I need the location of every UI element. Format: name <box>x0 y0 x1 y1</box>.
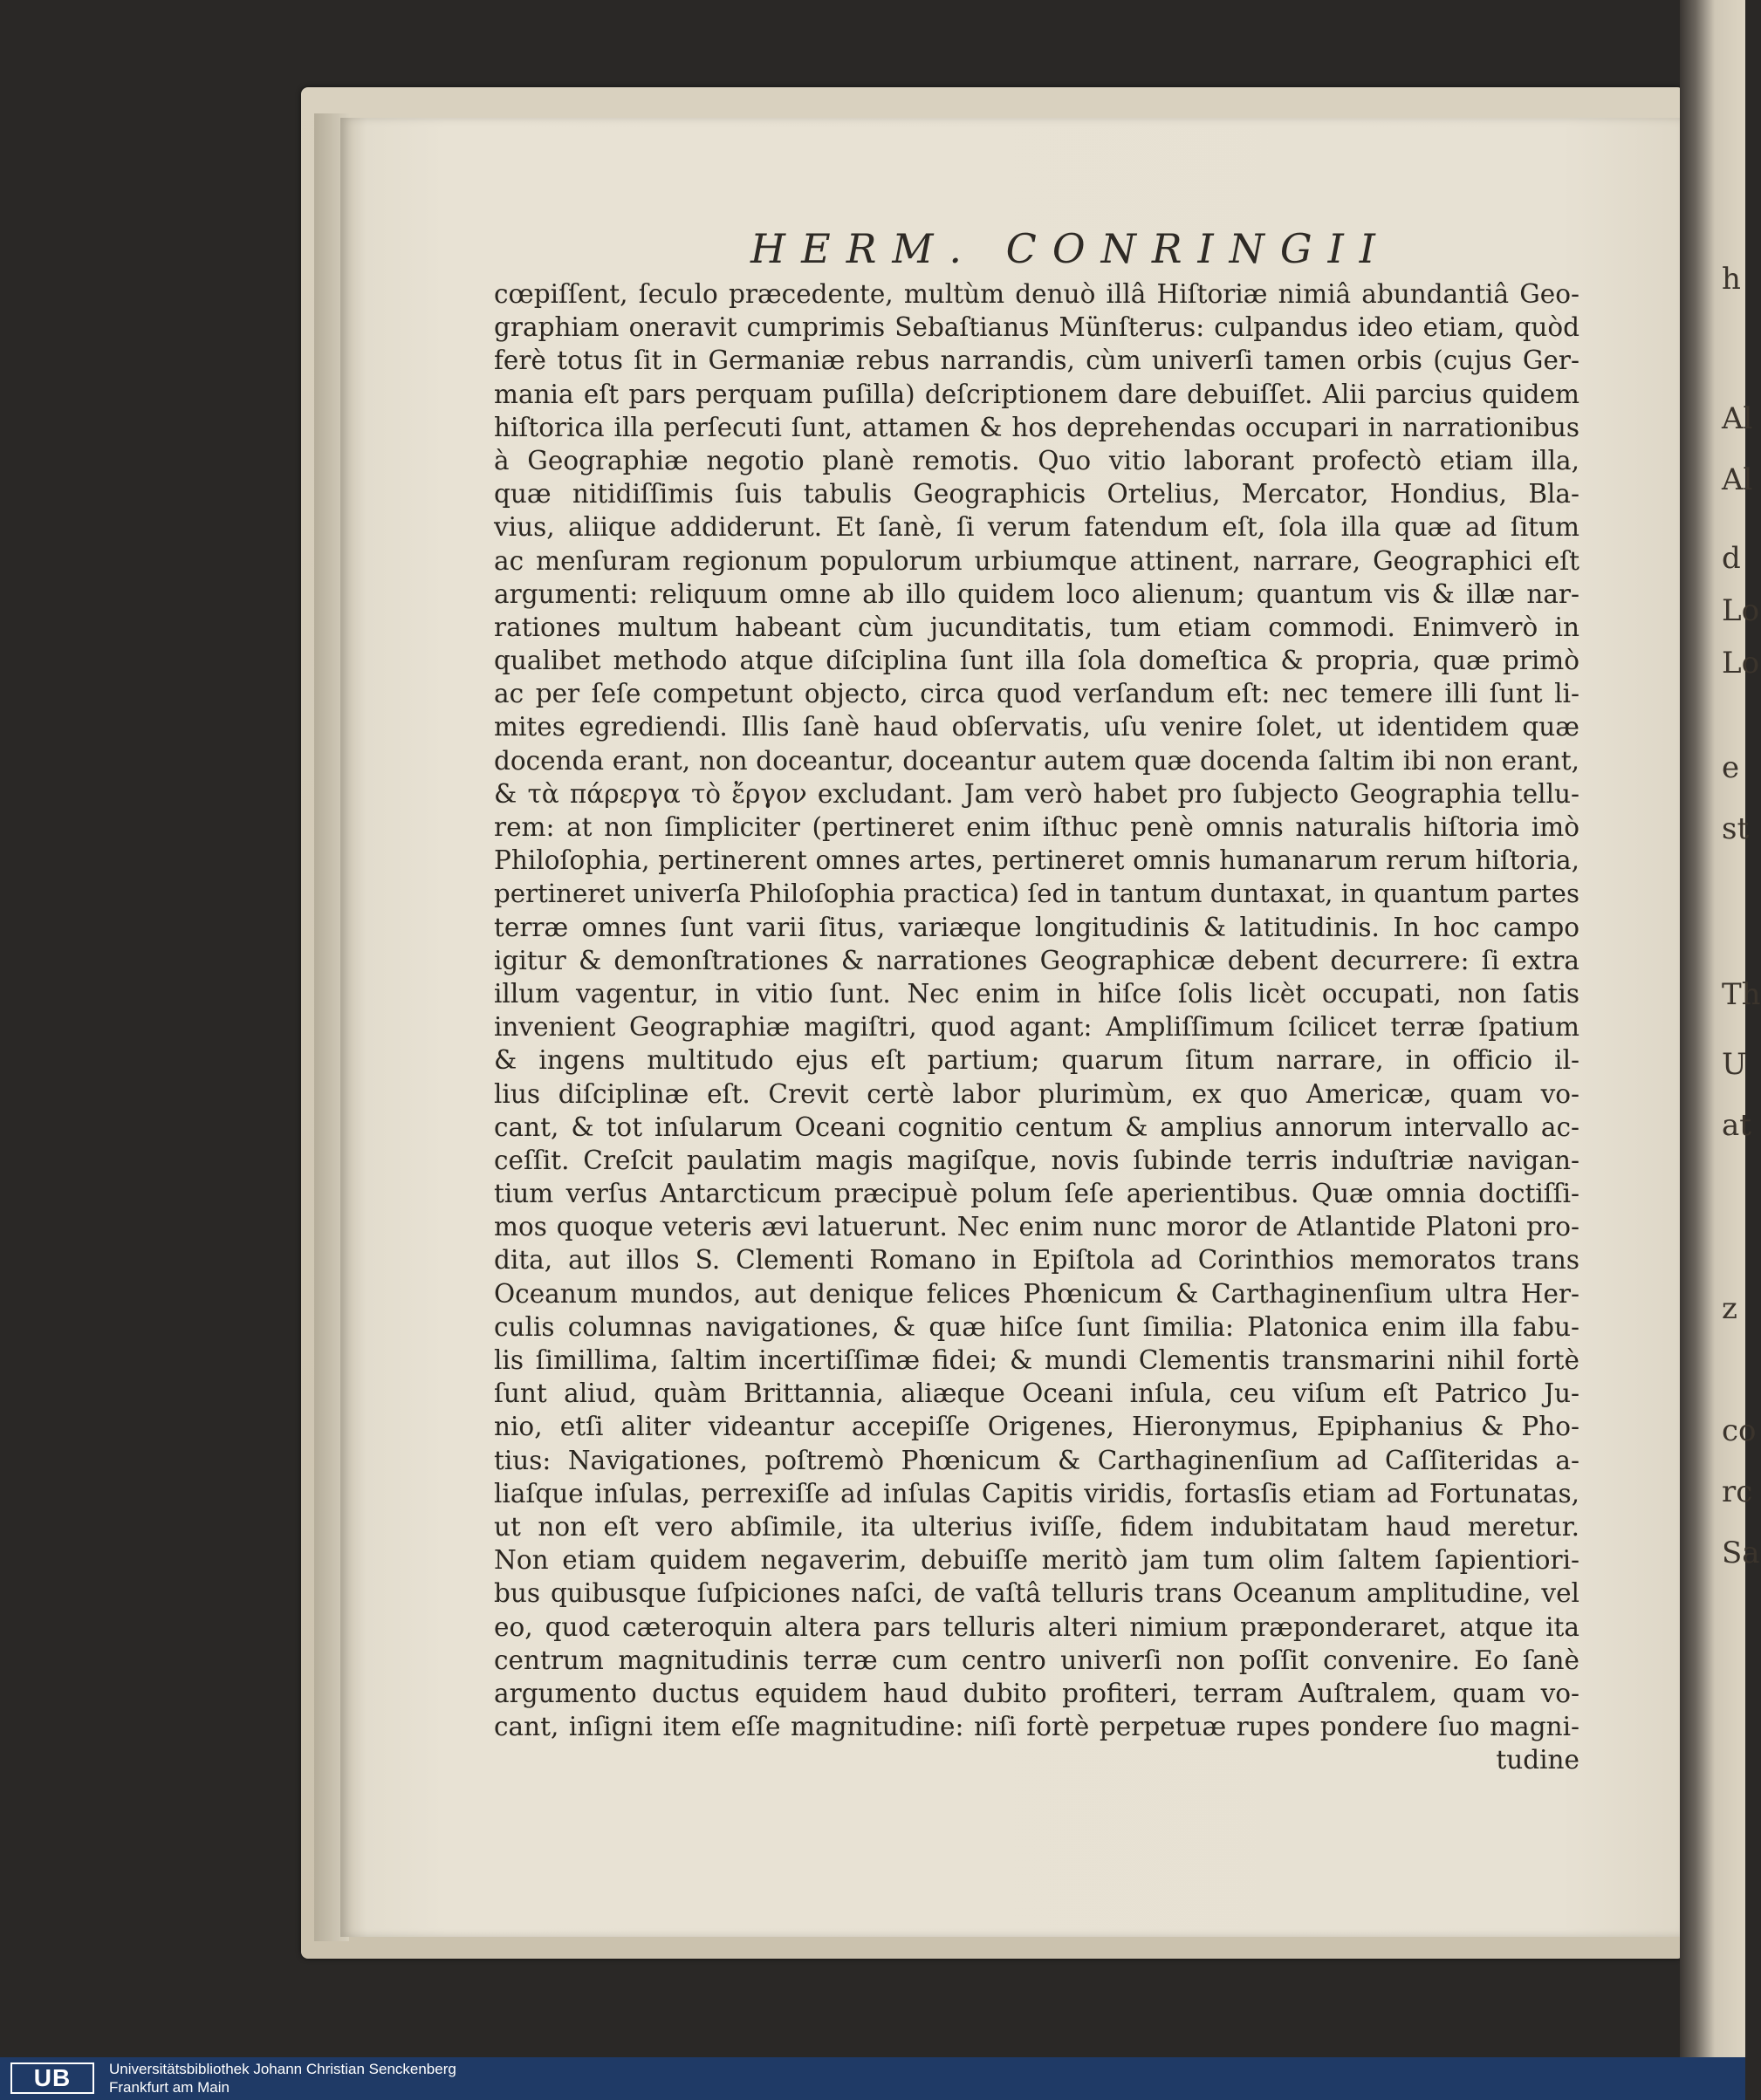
text-line: ac menſuram regionum populorum urbiumque attinent, narrare, Geographici eſt <box>494 545 1579 576</box>
library-logo[interactable]: UB <box>10 2062 94 2094</box>
text-line: rationes multum habeant cùm jucunditatis, tum etiam commodi. Enimverò in <box>494 612 1579 642</box>
text-line: liaſque inſulas, perrexiſſe ad inſulas Capitis viridis, fortasſis etiam ad Fortunatas, <box>494 1478 1579 1508</box>
running-head: HERM. CONRINGII <box>750 225 1391 272</box>
adjacent-page-fragment: U <box>1722 1047 1747 1082</box>
text-line: qualibet methodo atque diſciplina ſunt illa ſola domeſtica & propria, quæ primò <box>494 646 1579 676</box>
text-line: mania eſt pars perquam puſilla) deſcriptionem dare debuiſſet. Alii parcius quidem <box>494 379 1579 409</box>
text-line: dita, aut illos S. Clementi Romano in Epiſtola ad Corinthios memoratos trans <box>494 1245 1579 1276</box>
text-line: & ingens multitudo ejus eſt partium; quarum ſitum narrare, in officio il- <box>494 1045 1579 1076</box>
text-line: terræ omnes ſunt varii ſitus, variæque longitudinis & latitudinis. In hoc campo <box>494 912 1579 942</box>
text-line: docenda erant, non doceantur, doceantur autem quæ docenda ſaltim ibi non erant, <box>494 745 1579 776</box>
text-line: Oceanum mundos, aut denique felices Phœnicum & Carthaginenſium ultra Her- <box>494 1278 1579 1309</box>
text-line: ſunt aliud, quàm Brittannia, aliæque Oceani inſula, ceu viſum eſt Patrico Ju- <box>494 1378 1579 1409</box>
text-line: cant, inſigni item eſſe magnitudine: niſi fortè perpetuæ rupes pondere ſuo magni- <box>494 1712 1579 1742</box>
text-line: mites egrediendi. Illis ſanè haud obſervatis, uſu venire ſolet, ut identidem quæ <box>494 712 1579 742</box>
catchword: tudine <box>1496 1745 1579 1775</box>
footer-city: Frankfurt am Main <box>109 2079 230 2096</box>
text-line: ut non eſt vero abſimile, ita ulterius iviſſe, fidem indubitatam haud meretur. <box>494 1511 1579 1542</box>
text-line: lis ſimillima, ſaltim incertiſſimæ fidei; & mundi Clementis transmarini nihil fortè <box>494 1345 1579 1375</box>
text-line: centrum magnitudinis terræ cum centro univerſi non poſſit convenire. Eo ſanè <box>494 1645 1579 1675</box>
adjacent-page-fragment: co <box>1722 1413 1757 1448</box>
text-line: & τὰ πάρεργα τὸ ἔργον excludant. Jam verò habet pro ſubjecto Geographia tellu- <box>494 778 1579 809</box>
text-line: tium verſus Antarcticum præcipuè polum ſeſe aperientibus. Quæ omnia doctiſſi- <box>494 1179 1579 1209</box>
adjacent-page-fragment: Al <box>1722 401 1753 436</box>
text-line: argumenti: reliquum omne ab illo quidem loco alienum; quantum vis & illæ nar- <box>494 578 1579 609</box>
adjacent-page-fragment: Lo <box>1722 646 1760 681</box>
text-line: tius: Navigationes, poſtremò Phœnicum & Carthaginenſium ad Caſſiteridas a- <box>494 1445 1579 1475</box>
footer-institution: Universitätsbibliothek Johann Christian Senckenberg <box>109 2061 456 2077</box>
footer-bar <box>0 2057 1745 2100</box>
text-line: vius, aliique addiderunt. Et ſanè, ſi verum fatendum eſt, ſola illa quæ ad ſitum <box>494 512 1579 543</box>
adjacent-page-fragment: h <box>1722 262 1741 297</box>
text-line: graphiam oneravit cumprimis Sebaſtianus Münſterus: culpandus ideo etiam, quòd <box>494 312 1579 343</box>
text-line: invenient Geographiæ magiſtri, quod agant: Ampliſſimum ſcilicet terræ ſpatium <box>494 1012 1579 1043</box>
body-text <box>494 277 1579 1776</box>
text-line: rem: at non ſimpliciter (pertineret enim iſthuc penè omnis naturalis hiſtoria imò <box>494 812 1579 842</box>
text-line: bus quibusque ſuſpiciones naſci, de vaſtâ telluris trans Oceanum amplitudine, vel <box>494 1578 1579 1609</box>
adjacent-page-fragment: e <box>1722 750 1740 785</box>
text-line: argumento ductus equidem haud dubito profiteri, terram Auſtralem, quam vo- <box>494 1678 1579 1708</box>
text-line: hiſtorica illa perſecuti ſunt, attamen & hos deprehendas occupari in narrationibus <box>494 412 1579 442</box>
text-line: Philoſophia, pertinerent omnes artes, pertineret omnis humanarum rerum hiſtoria, <box>494 845 1579 876</box>
text-line: nio, etſi aliter videantur accepiſſe Origenes, Hieronymus, Epiphanius & Pho- <box>494 1412 1579 1442</box>
adjacent-page-fragment: st <box>1722 811 1750 846</box>
text-line: cœpiſſent, ſeculo præcedente, multùm denuò illâ Hiſtoriæ nimiâ abundantiâ Geo- <box>494 279 1579 309</box>
text-line: pertineret univerſa Philoſophia practica) ſed in tantum duntaxat, in quantum partes <box>494 879 1579 909</box>
adjacent-page-fragment: d <box>1722 541 1741 576</box>
adjacent-page-fragment: at <box>1722 1108 1751 1143</box>
text-line: ferè totus ſit in Germaniæ rebus narrandis, cùm univerſi tamen orbis (cujus Ger- <box>494 345 1579 376</box>
text-line: ac per ſeſe competunt objecto, circa quod verſandum eſt: nec temere illi ſunt li- <box>494 679 1579 709</box>
adjacent-page-fragment: Al <box>1722 462 1753 497</box>
text-line: Non etiam quidem negaverim, debuiſſe meritò jam tum olim ſaltem ſapientiori- <box>494 1545 1579 1576</box>
text-line: quæ nitidiſſimis ſuis tabulis Geographicis Ortelius, Mercator, Hondius, Bla- <box>494 479 1579 510</box>
text-line: cant, & tot inſularum Oceani cognitio centum & amplius annorum intervallo ac- <box>494 1112 1579 1142</box>
adjacent-page-edge <box>1680 0 1761 2057</box>
adjacent-page-fragment: z <box>1722 1291 1737 1326</box>
text-line: mos quoque veteris ævi latuerunt. Nec enim nunc moror de Atlantide Platoni pro- <box>494 1212 1579 1242</box>
text-line: lius diſciplinæ eſt. Crevit certè labor plurimùm, ex quo Americæ, quam vo- <box>494 1078 1579 1109</box>
text-line: eo, quod cæteroquin altera pars telluris alteri nimium præponderaret, atque ita <box>494 1611 1579 1642</box>
text-line: illum vagentur, in vitio ſunt. Nec enim in hiſce ſolis licèt occupati, non ſatis <box>494 978 1579 1009</box>
adjacent-page-fragment: Sa <box>1722 1536 1760 1570</box>
adjacent-page-fragment: Th <box>1722 977 1761 1012</box>
adjacent-page-fragment: rc <box>1722 1474 1753 1509</box>
adjacent-page-fragment: Lo <box>1722 593 1760 628</box>
text-line: culis columnas navigationes, & quæ hiſce ſunt ſimilia: Platonica enim illa fabu- <box>494 1311 1579 1342</box>
text-line: ceſſit. Creſcit paulatim magis magiſque, novis ſubinde terris induſtriæ navigan- <box>494 1145 1579 1175</box>
text-line: igitur & demonſtrationes & narrationes Geographicæ debent decurrere: ſi extra <box>494 945 1579 975</box>
text-line: à Geographiæ negotio planè remotis. Quo vitio laborant profectò etiam illa, <box>494 445 1579 475</box>
